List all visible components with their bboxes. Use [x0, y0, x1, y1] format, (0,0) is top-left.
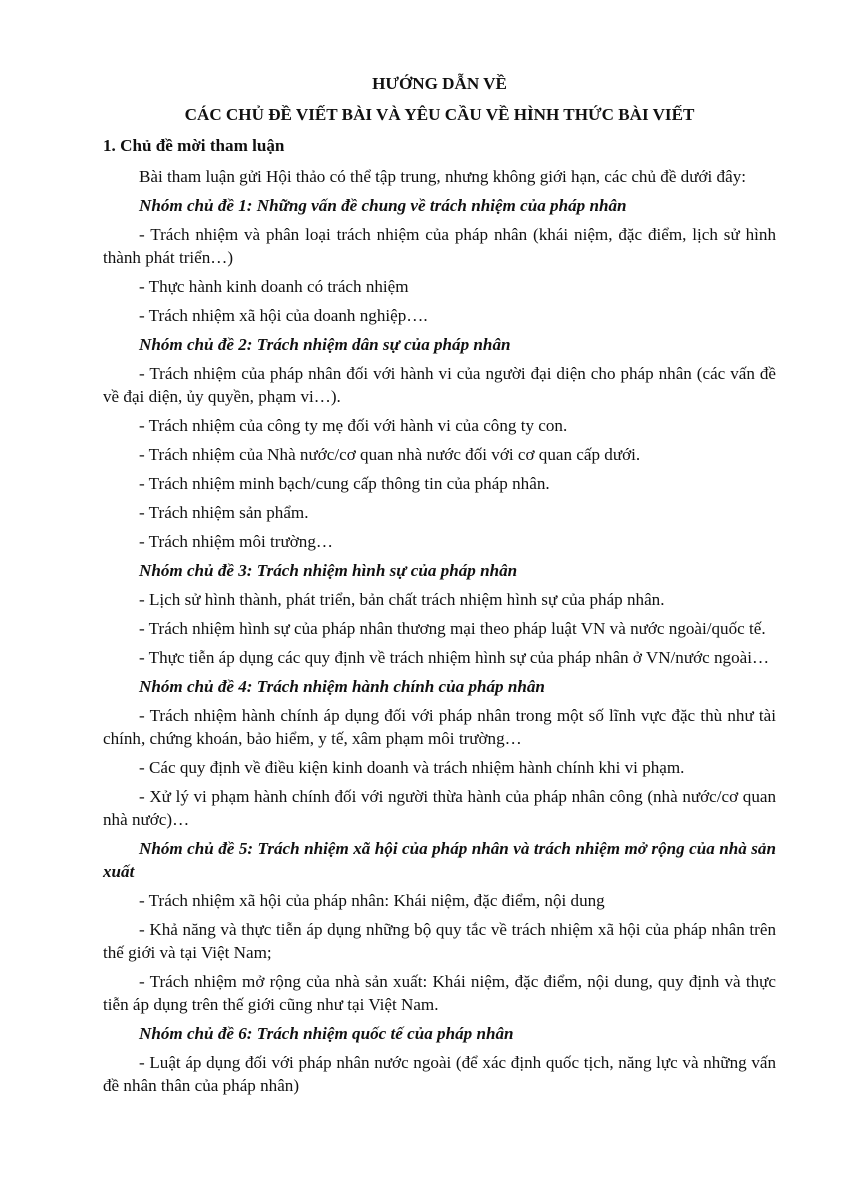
topic-item: - Trách nhiệm xã hội của pháp nhân: Khái niệm, đặc điểm, nội dung — [139, 891, 605, 910]
topic-item: - Trách nhiệm và phân loại trách nhiệm của pháp nhân (khái niệm, đặc điểm, lịch sử hình thành phát triển…) — [103, 225, 776, 267]
topic-item: - Trách nhiệm của công ty mẹ đối với hành vi của công ty con. — [139, 416, 568, 435]
topic-group-1 — [103, 194, 776, 327]
document-title-line-1: HƯỚNG DẪN VỀ — [372, 74, 507, 93]
topic-item: - Luật áp dụng đối với pháp nhân nước ngoài (để xác định quốc tịch, năng lực và những vấn đề nhân thân của pháp nhân) — [103, 1053, 776, 1095]
topic-item: - Trách nhiệm mở rộng của nhà sản xuất: Khái niệm, đặc điểm, nội dung, quy định và thực tiễn áp dụng trên thế giới cũng như tại Việt Nam. — [103, 972, 776, 1014]
topic-group-heading: Nhóm chủ đề 5: Trách nhiệm xã hội của pháp nhân và trách nhiệm mở rộng của nhà sản xuất — [103, 839, 776, 881]
topic-group-6 — [103, 1022, 776, 1097]
topic-item: - Thực hành kinh doanh có trách nhiệm — [139, 277, 409, 296]
topic-group-5 — [103, 837, 776, 1016]
topic-item: - Xử lý vi phạm hành chính đối với người thừa hành của pháp nhân công (nhà nước/cơ quan nhà nước)… — [103, 787, 776, 829]
topic-group-heading: Nhóm chủ đề 2: Trách nhiệm dân sự của pháp nhân — [139, 335, 511, 354]
topic-group-2 — [103, 333, 776, 553]
topic-item: - Trách nhiệm sản phẩm. — [139, 503, 309, 522]
topic-item: - Khả năng và thực tiễn áp dụng những bộ quy tắc về trách nhiệm xã hội của pháp nhân trên thế giới và tại Việt Nam; — [103, 920, 776, 962]
topic-group-heading: Nhóm chủ đề 3: Trách nhiệm hình sự của pháp nhân — [139, 561, 518, 580]
topic-item: - Trách nhiệm của pháp nhân đối với hành vi của người đại diện cho pháp nhân (các vấn đề về đại diện, ủy quyền, phạm vi…). — [103, 364, 776, 406]
topic-item: - Trách nhiệm minh bạch/cung cấp thông tin của pháp nhân. — [139, 474, 550, 493]
topic-group-heading: Nhóm chủ đề 1: Những vấn đề chung về trách nhiệm của pháp nhân — [139, 196, 627, 215]
topic-group-3 — [103, 559, 776, 669]
topic-group-4 — [103, 675, 776, 831]
topic-group-heading: Nhóm chủ đề 6: Trách nhiệm quốc tế của pháp nhân — [139, 1024, 514, 1043]
intro-paragraph: Bài tham luận gửi Hội thảo có thể tập trung, nhưng không giới hạn, các chủ đề dưới đây: — [139, 167, 746, 186]
topic-item: - Trách nhiệm hình sự của pháp nhân thương mại theo pháp luật VN và nước ngoài/quốc tế. — [139, 619, 766, 638]
topic-item: - Trách nhiệm của Nhà nước/cơ quan nhà nước đối với cơ quan cấp dưới. — [139, 445, 641, 464]
topic-group-heading: Nhóm chủ đề 4: Trách nhiệm hành chính của pháp nhân — [139, 677, 545, 696]
topic-item: - Trách nhiệm môi trường… — [139, 532, 333, 551]
section-1-heading: 1. Chủ đề mời tham luận — [103, 136, 285, 155]
topic-item: - Các quy định về điều kiện kinh doanh và trách nhiệm hành chính khi vi phạm. — [139, 758, 685, 777]
topic-item: - Trách nhiệm xã hội của doanh nghiệp…. — [139, 306, 428, 325]
topic-item: - Trách nhiệm hành chính áp dụng đối với pháp nhân trong một số lĩnh vực đặc thù như tài chính, chứng khoán, bảo hiểm, y tế, xâm phạm môi trường… — [103, 706, 776, 748]
document-title-line-2: CÁC CHỦ ĐỀ VIẾT BÀI VÀ YÊU CẦU VỀ HÌNH THỨC BÀI VIẾT — [184, 105, 695, 124]
topic-item: - Thực tiễn áp dụng các quy định về trách nhiệm hình sự của pháp nhân ở VN/nước ngoài… — [139, 648, 770, 667]
topic-item: - Lịch sử hình thành, phát triển, bản chất trách nhiệm hình sự của pháp nhân. — [139, 590, 665, 609]
